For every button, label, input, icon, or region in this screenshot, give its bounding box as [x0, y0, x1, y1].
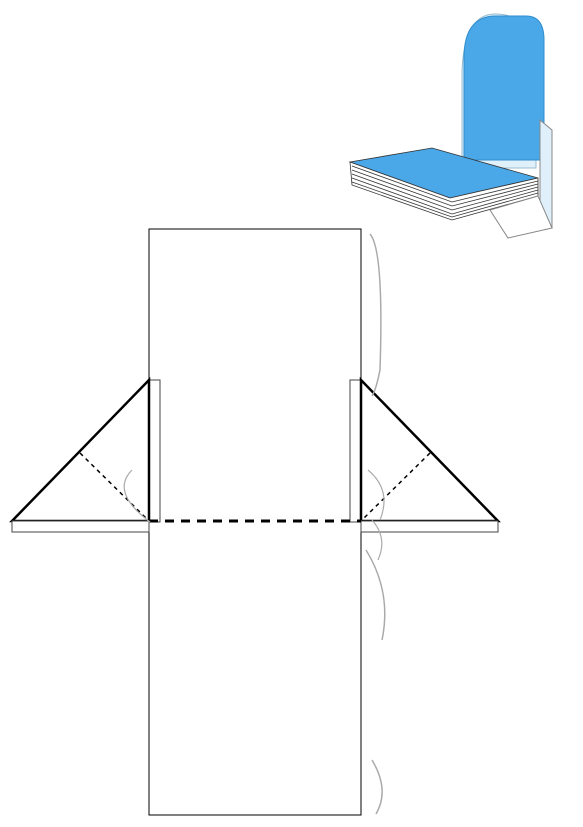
- glue-strip-left: [149, 380, 160, 522]
- glue-strip-bottom-right: [361, 521, 498, 532]
- pop-sign: [464, 16, 544, 160]
- display-illustration: [340, 0, 583, 240]
- template-diagram: [0, 220, 583, 827]
- bracket-bottom-right-b: [372, 760, 382, 814]
- glue-strip-bottom-left: [12, 521, 149, 532]
- bracket-bottom-right-a: [366, 550, 385, 640]
- bracket-top-right: [370, 234, 381, 396]
- glue-strip-right: [350, 380, 361, 522]
